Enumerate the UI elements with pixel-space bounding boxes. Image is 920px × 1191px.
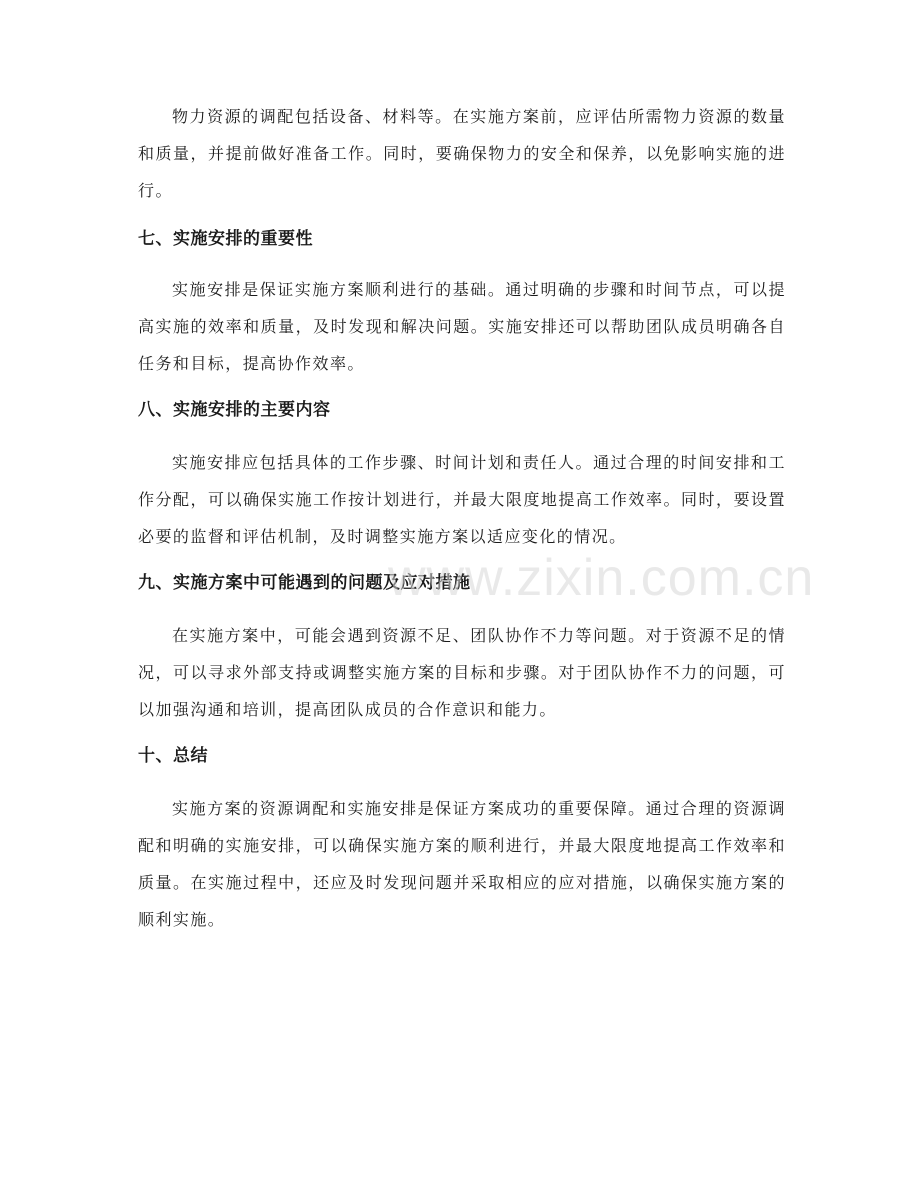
- watermark: www.zixin.com.cn: [388, 549, 815, 607]
- intro-paragraph: 物力资源的调配包括设备、材料等。在实施方案前，应评估所需物力资源的数量和质量，并提前做好准备工作。同时，要确保物力的安全和保养，以免影响实施的进行。: [138, 107, 786, 200]
- section-body-9: 在实施方案中，可能会遇到资源不足、团队协作不力等问题。对于资源不足的情况，可以寻求外部支持或调整实施方案的目标和步骤。对于团队协作不力的问题，可以加强沟通和培训，提高团队成员的合作意识和能力。: [138, 626, 786, 719]
- section-heading-10: 十、总结: [138, 746, 208, 766]
- document-body: [138, 98, 786, 938]
- section-heading-9: 九、实施方案中可能遇到的问题及应对措施: [138, 573, 471, 593]
- section-heading-7: 七、实施安排的重要性: [138, 229, 313, 249]
- section-body-10: 实施方案的资源调配和实施安排是保证方案成功的重要保障。通过合理的资源调配和明确的实施安排，可以确保实施方案的顺利进行，并最大限度地提高工作效率和质量。在实施过程中，还应及时发现问题并采取相应的应对措施，以确保实施方案的顺利实施。: [138, 799, 786, 929]
- section-body-7: 实施安排是保证实施方案顺利进行的基础。通过明确的步骤和时间节点，可以提高实施的效率和质量，及时发现和解决问题。实施安排还可以帮助团队成员明确各自任务和目标，提高协作效率。: [138, 280, 786, 373]
- section-heading-8: 八、实施安排的主要内容: [138, 400, 331, 420]
- section-body-8: 实施安排应包括具体的工作步骤、时间计划和责任人。通过合理的时间安排和工作分配，可以确保实施工作按计划进行，并最大限度地提高工作效率。同时，要设置必要的监督和评估机制，及时调整实施方案以适应变化的情况。: [138, 453, 786, 546]
